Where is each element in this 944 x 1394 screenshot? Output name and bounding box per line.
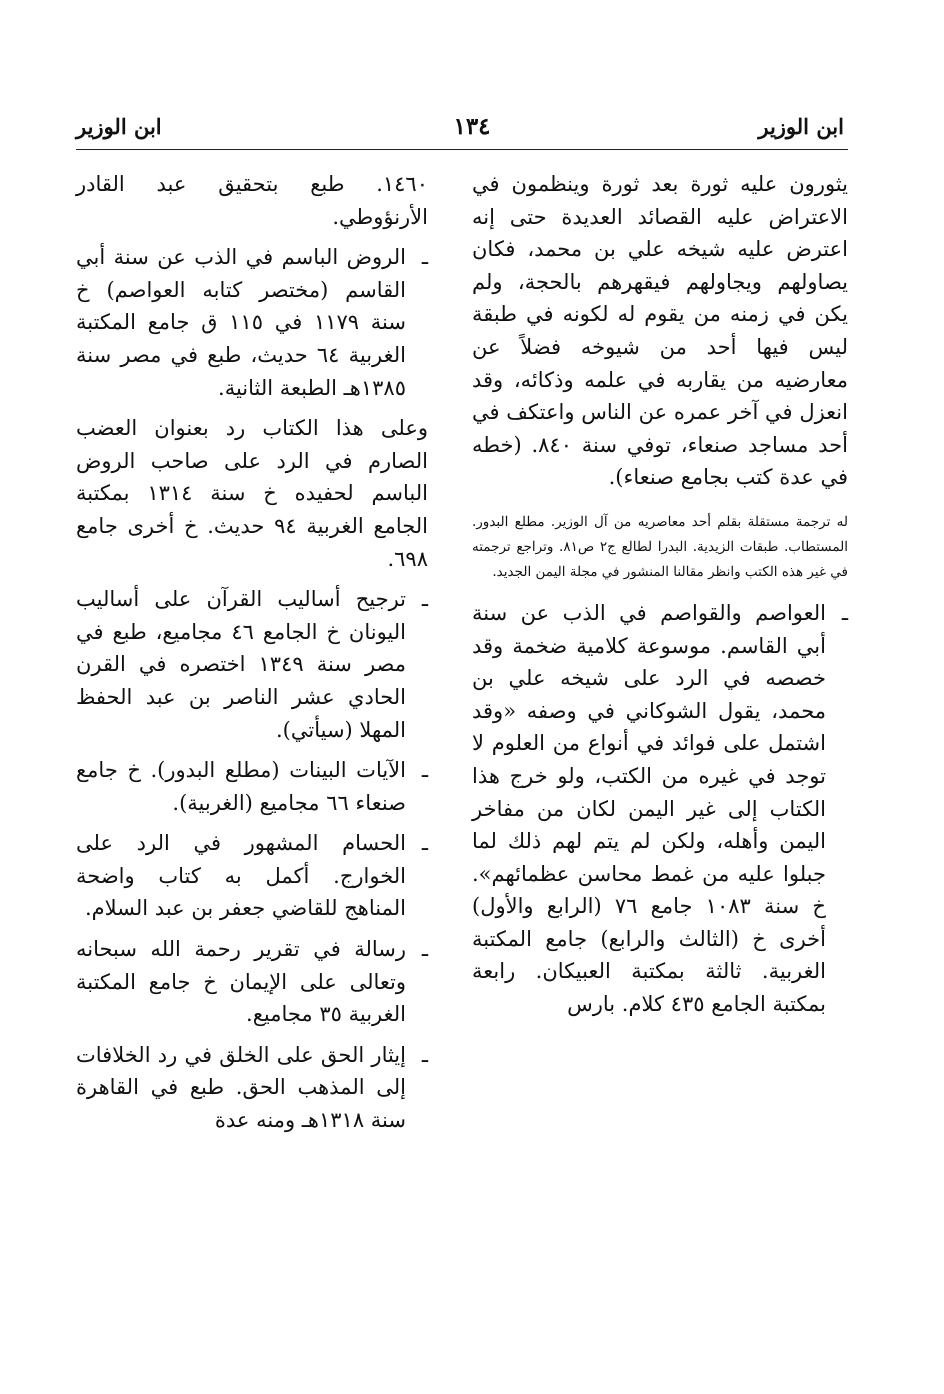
right-column: [472, 168, 848, 1021]
dash-marker: ـ: [421, 245, 428, 270]
header-rule: [76, 149, 848, 150]
dash-marker: ـ: [421, 1042, 428, 1067]
list-item: [76, 583, 428, 746]
dash-marker: ـ: [421, 758, 428, 783]
list-item: [76, 754, 428, 819]
paragraph-biography: يثورون عليه ثورة بعد ثورة وينظمون في الاعتراض عليه القصائد العديدة حتى إنه اعترض عليه شيخه علي بن محمد، فكان يصاولهم ويجاولهم فيقهرهم بالحجة، ولم يكن في زمنه من يقوم له لكونه في طبقة ليس فيها أحد من شيوخه فضلاً عن معارضيه من يقاربه في علمه وذكائه، وقد انعزل في آخر عمره عن الناس واعتكف في أحد مساجد صنعاء، توفي سنة ٨٤٠. (خطه في عدة كتب بجامع صنعاء).: [472, 172, 848, 490]
page-number: ١٣٤: [453, 113, 491, 140]
running-header-left: ابن الوزير: [76, 114, 162, 139]
dash-marker: ـ: [421, 831, 428, 856]
paragraph-refutation: وعلى هذا الكتاب رد بعنوان العضب الصارم في الرد على صاحب الروض الباسم لحفيده خ سنة ١٣١٤ بمكتبة الجامع الغربية ٩٤ حديث. خ أخرى جامع ٦٩٨.: [76, 416, 429, 571]
list-item-text: الآيات البينات (مطلع البدور). خ جامع صنعاء ٦٦ مجاميع (الغربية).: [76, 758, 406, 815]
footnote-sources: له ترجمة مستقلة بقلم أحد معاصريه من آل الوزير. مطلع البدور. المستطاب. طبقات الزيدية. البدرا لطالع ج٢ ص٨١. وتراجع ترجمته في غير هذه الكتب وانظر مقالنا المنشور في مجلة اليمن الجديد.: [472, 513, 848, 580]
dash-marker: ـ: [841, 600, 848, 625]
list-item-text: الحسام المشهور في الرد على الخوارج. أكمل به كتاب واضحة المناهج للقاضي جعفر بن عبد السلام.: [76, 831, 406, 921]
list-item-text: إيثار الحق على الخلق في رد الخلافات إلى المذهب الحق. طبع في القاهرة سنة ١٣١٨هـ ومنه عدة: [76, 1042, 406, 1133]
dash-marker: ـ: [421, 587, 428, 612]
list-item: [76, 827, 428, 925]
list-item: [472, 597, 848, 1021]
list-item-text: الروض الباسم في الذب عن سنة أبي القاسم (مختصر كتابه العواصم) خ سنة ١١٧٩ في ١١٥ ق جامع المكتبة الغربية ٦٤ حديث، طبع في مصر سنة ١٣٨٥هـ الطبعة الثانية.: [76, 245, 406, 400]
list-item: [76, 1039, 428, 1137]
dash-marker: ـ: [421, 937, 428, 962]
list-item: [76, 241, 428, 404]
running-header-right: ابن الوزير: [758, 114, 844, 139]
list-item-text: رسالة في تقرير رحمة الله سبحانه وتعالى على الإيمان خ جامع المكتبة الغربية ٣٥ مجاميع.: [76, 937, 406, 1027]
paragraph-continuation: ١٤٦٠. طبع بتحقيق عبد القادر الأرنؤوطي.: [76, 172, 428, 229]
list-item-text: العواصم والقواصم في الذب عن سنة أبي القاسم. موسوعة كلامية ضخمة وقد خصصه في الرد على شيخه علي بن محمد، يقول الشوكاني في وصفه «وقد اشتمل على فوائد في أنواع من العلوم لا توجد في غيره من الكتب، ولو خرج هذا الكتاب إلى غير اليمن لكان من مفاخر اليمن وأهله، ولكن لم يتم لهم ذلك لما جبلوا عليه من غمط محاسن عظمائهم». خ سنة ١٠٨٣ جامع ٧٦ (الرابع والأول) أخرى خ (الثالث والرابع) جامع المكتبة الغربية. ثالثة بمكتبة العبيكان. رابعة بمكتبة الجامع ٤٣٥ كلام. بارس: [472, 600, 826, 1017]
left-column: [76, 168, 428, 1137]
list-item-text: ترجيح أساليب القرآن على أساليب اليونان خ الجامع ٤٦ مجاميع، طبع في مصر سنة ١٣٤٩ اختصره في القرن الحادي عشر الناصر بن عبد الحفظ المهلا (سيأتي).: [76, 587, 407, 742]
list-item: [76, 933, 428, 1031]
